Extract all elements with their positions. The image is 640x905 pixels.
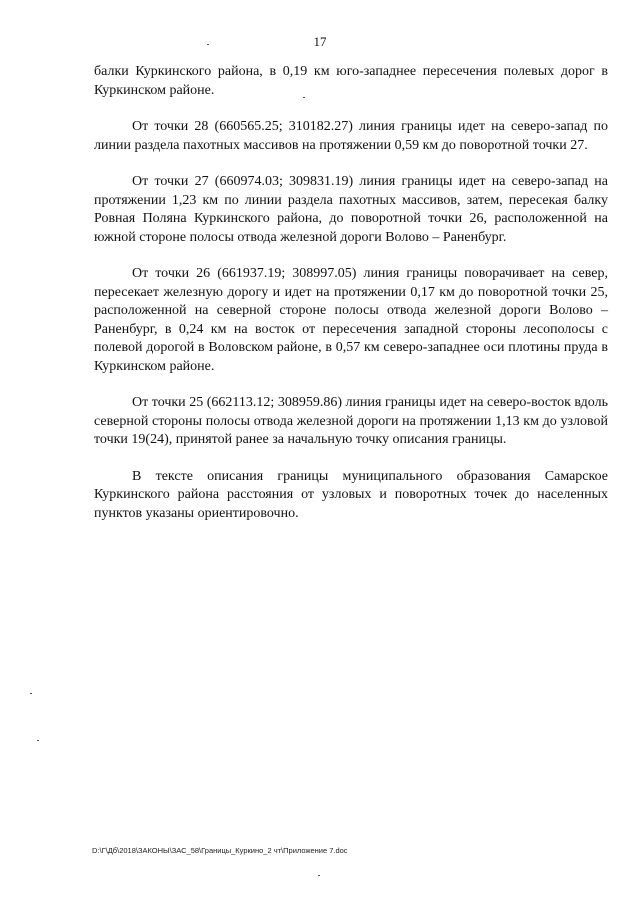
paragraph-point-26: От точки 26 (661937.19; 308997.05) линия границы поворачивает на север, пересекает железную дорогу и идет на протяжении 0,17 км до поворотной точки 25, расположенной на северной стороне полосы отвода железной дороги Волово – Раненбург, в 0,24 км на восток от пересечения западной стороны лесополосы с полевой дорогой в Воловском районе, в 0,57 км северо-западнее оси плотины пруда в Куркинском районе. xyxy=(94,266,608,374)
paragraph-note: В тексте описания границы муниципального образования Самарское Куркинского района расстояния от узловых и поворотных точек до населенных пунктов указаны ориентировочно. xyxy=(94,468,608,521)
paragraph-point-25: От точки 25 (662113.12; 308959.86) линия границы идет на северо-восток вдоль северной стороны полосы отвода железной дороги на протяжении 1,13 км до узловой точки 19(24), принятой ранее за начальную точку описания границы. xyxy=(94,395,608,447)
document-body xyxy=(94,63,608,541)
paragraph-continuation: балки Куркинского района, в 0,19 км юго-западнее пересечения полевых дорог в Куркинском районе. xyxy=(94,64,608,98)
scan-speck xyxy=(303,97,305,98)
scan-speck xyxy=(37,740,39,741)
paragraph-point-27: От точки 27 (660974.03; 309831.19) линия границы идет на северо-запад на протяжении 1,23 км по линии раздела пахотных массивов, затем, пересекая балку Ровная Поляна Куркинского района, до поворотной точки 26, расположенной на южной стороне полосы отвода железной дороги Волово – Раненбург. xyxy=(94,174,608,245)
scan-speck xyxy=(30,693,32,694)
scan-speck xyxy=(207,44,209,45)
footer-file-path: D:\Г\Дб\2018\ЗАКОНЫ\ЗАС_58\Границы_Куркино_2 чт\Приложение 7.doc xyxy=(92,846,348,855)
page-number: 17 xyxy=(313,34,327,49)
paragraph-point-28: От точки 28 (660565.25; 310182.27) линия границы идет на северо-запад по линии раздела пахотных массивов на протяжении 0,59 км до поворотной точки 27. xyxy=(94,119,608,153)
scan-speck xyxy=(318,875,320,876)
